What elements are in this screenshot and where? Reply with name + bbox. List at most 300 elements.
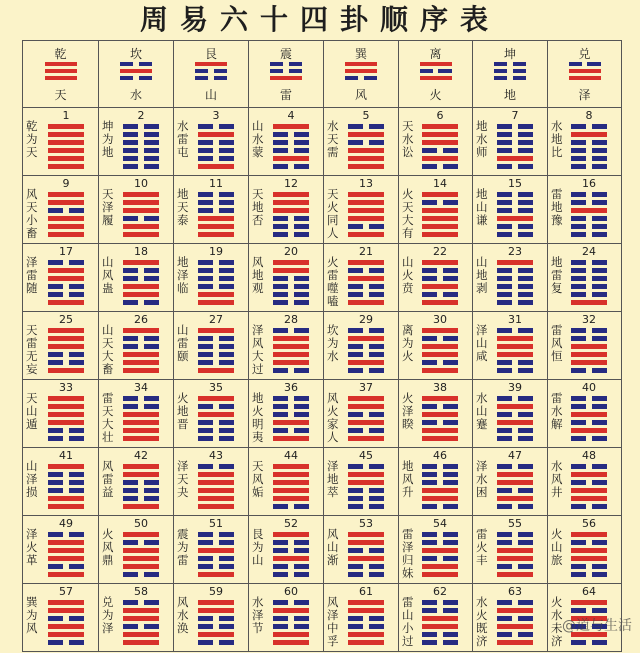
hexagram-symbol — [123, 192, 159, 240]
yang-line — [497, 336, 533, 341]
yang-line — [123, 412, 159, 417]
yang-line — [48, 540, 84, 545]
yang-line — [348, 608, 384, 613]
yang-line — [422, 352, 458, 357]
yin-line — [422, 640, 458, 645]
hexagram-symbol — [571, 124, 607, 172]
yin-line — [497, 412, 533, 417]
yin-line — [48, 616, 84, 621]
yin-line — [48, 532, 84, 537]
yin-line — [48, 640, 84, 645]
hexagram-name: 天山遁 — [26, 391, 38, 431]
yin-line — [494, 69, 526, 73]
yin-line — [571, 164, 607, 169]
yang-line — [422, 132, 458, 137]
yang-line — [348, 600, 384, 605]
yin-line — [422, 540, 458, 545]
yin-line — [198, 200, 234, 205]
hexagram-name: 地火明夷 — [252, 391, 264, 444]
yang-line — [422, 548, 458, 553]
hexagram-cell — [473, 108, 548, 176]
hexagram-name: 坤为地 — [102, 119, 114, 159]
hexagram-number: 16 — [582, 177, 596, 190]
hexagram-name: 火风鼎 — [102, 527, 114, 567]
hexagram-name: 山雷颐 — [177, 323, 189, 363]
hexagram-name: 火山旅 — [551, 527, 563, 567]
yin-line — [571, 564, 607, 569]
hexagram-name: 山天大畜 — [102, 323, 114, 376]
yin-line — [571, 368, 607, 373]
yang-line — [48, 608, 84, 613]
hexagram-cell — [324, 176, 399, 244]
hexagram-number: 8 — [585, 109, 593, 122]
yin-line — [348, 412, 384, 417]
hexagram-number: 1 — [62, 109, 70, 122]
yin-line — [273, 292, 309, 297]
yang-line — [123, 464, 159, 469]
yang-line — [273, 532, 309, 537]
yin-line — [120, 62, 152, 66]
yang-line — [422, 624, 458, 629]
yin-line — [345, 76, 377, 80]
yang-line — [348, 640, 384, 645]
hexagram-name: 风地观 — [252, 255, 264, 295]
yin-line — [48, 284, 84, 289]
yang-line — [422, 344, 458, 349]
hexagram-symbol — [422, 396, 458, 444]
hexagram-number: 44 — [284, 449, 298, 462]
yang-line — [273, 344, 309, 349]
yang-line — [48, 632, 84, 637]
yin-line — [48, 260, 84, 265]
hexagram-number: 29 — [359, 313, 373, 326]
hexagram-symbol — [123, 532, 159, 580]
hexagram-cell — [174, 176, 249, 244]
yang-line — [273, 496, 309, 501]
yang-line — [422, 572, 458, 577]
yang-line — [571, 344, 607, 349]
hexagram-symbol — [422, 192, 458, 240]
trigram-name: 乾 — [54, 47, 67, 61]
hexagram-number: 63 — [508, 585, 522, 598]
hexagram-number: 51 — [209, 517, 223, 530]
hexagram-cell — [99, 108, 174, 176]
page-title: 周易六十四卦顺序表 — [139, 3, 500, 36]
yin-line — [123, 124, 159, 129]
yang-line — [422, 428, 458, 433]
hexagram-cell — [23, 380, 99, 448]
hexagram-cell — [548, 244, 622, 312]
hexagram-symbol — [348, 260, 384, 308]
hexagram-symbol — [497, 328, 533, 376]
hexagram-cell — [249, 516, 324, 584]
yin-line — [497, 192, 533, 197]
yin-line — [273, 600, 309, 605]
hexagram-name: 地水师 — [476, 119, 488, 159]
yin-line — [348, 428, 384, 433]
yin-line — [198, 336, 234, 341]
yin-line — [571, 216, 607, 221]
yang-line — [348, 276, 384, 281]
yin-line — [273, 300, 309, 305]
yin-line — [198, 404, 234, 409]
yin-line — [348, 616, 384, 621]
hexagram-number: 23 — [508, 245, 522, 258]
hexagram-number: 22 — [433, 245, 447, 258]
hexagram-name: 雷火丰 — [476, 527, 488, 567]
yang-line — [48, 404, 84, 409]
yin-line — [422, 148, 458, 153]
yang-line — [273, 352, 309, 357]
yang-line — [48, 232, 84, 237]
yang-line — [497, 472, 533, 477]
hexagram-cell — [23, 584, 99, 652]
yin-line — [571, 608, 607, 613]
hexagram-name: 雷泽归妹 — [402, 527, 414, 580]
trigram-symbol — [45, 62, 77, 83]
yang-line — [123, 292, 159, 297]
hexagram-name: 泽地萃 — [327, 459, 339, 499]
yang-line — [48, 624, 84, 629]
yin-line — [422, 268, 458, 273]
trigram-element: 雷 — [279, 88, 292, 102]
yang-line — [123, 564, 159, 569]
yang-line — [422, 488, 458, 493]
yin-line — [571, 292, 607, 297]
yang-line — [48, 140, 84, 145]
hexagram-number: 35 — [209, 381, 223, 394]
yang-line — [422, 224, 458, 229]
yang-line — [348, 260, 384, 265]
yin-line — [198, 260, 234, 265]
yang-line — [195, 62, 227, 66]
yin-line — [273, 616, 309, 621]
yin-line — [198, 360, 234, 365]
yin-line — [198, 156, 234, 161]
yin-line — [348, 564, 384, 569]
yang-line — [48, 464, 84, 469]
hexagram-cell — [324, 244, 399, 312]
yang-line — [48, 300, 84, 305]
yang-line — [198, 368, 234, 373]
yin-line — [348, 124, 384, 129]
hexagram-number: 54 — [433, 517, 447, 530]
yin-line — [123, 216, 159, 221]
yin-line — [273, 368, 309, 373]
yin-line — [198, 436, 234, 441]
hexagram-number: 38 — [433, 381, 447, 394]
yang-line — [497, 404, 533, 409]
hexagram-symbol — [198, 328, 234, 376]
yin-line — [571, 504, 607, 509]
hexagram-cell — [249, 176, 324, 244]
hexagram-number: 47 — [508, 449, 522, 462]
hexagram-symbol — [198, 260, 234, 308]
hexagram-name: 兑为泽 — [102, 595, 114, 635]
yang-line — [123, 192, 159, 197]
yang-line — [422, 232, 458, 237]
trigram-symbol — [345, 62, 377, 83]
yang-line — [497, 480, 533, 485]
yin-line — [497, 360, 533, 365]
yang-line — [123, 260, 159, 265]
yin-line — [422, 480, 458, 485]
hexagram-name: 天火同人 — [327, 187, 339, 240]
yang-line — [571, 488, 607, 493]
yang-line — [348, 420, 384, 425]
yang-line — [273, 260, 309, 265]
trigram-cell — [548, 41, 622, 108]
hexagram-symbol — [348, 600, 384, 648]
yin-line — [422, 464, 458, 469]
hexagram-number: 46 — [433, 449, 447, 462]
yang-line — [273, 472, 309, 477]
hexagram-cell — [399, 448, 473, 516]
yang-line — [48, 600, 84, 605]
yang-line — [569, 76, 601, 80]
hexagram-number: 15 — [508, 177, 522, 190]
trigram-symbol — [569, 62, 601, 83]
hexagram-cell — [473, 448, 548, 516]
hexagram-cell — [473, 244, 548, 312]
hexagram-symbol — [497, 192, 533, 240]
yang-line — [48, 496, 84, 501]
hexagram-cell — [324, 380, 399, 448]
yang-line — [273, 192, 309, 197]
yin-line — [48, 352, 84, 357]
yang-line — [48, 368, 84, 373]
yin-line — [497, 600, 533, 605]
hexagram-symbol — [48, 532, 84, 580]
hexagram-name: 山地剥 — [476, 255, 488, 295]
hexagram-cell — [399, 584, 473, 652]
hexagram-name: 离为火 — [402, 323, 414, 363]
yin-line — [571, 232, 607, 237]
yang-line — [198, 504, 234, 509]
hexagram-symbol — [273, 464, 309, 512]
yin-line — [571, 148, 607, 153]
yang-line — [497, 260, 533, 265]
yin-line — [497, 464, 533, 469]
yin-line — [571, 436, 607, 441]
yang-line — [198, 412, 234, 417]
yin-line — [48, 360, 84, 365]
hexagram-name: 泽天夬 — [177, 459, 189, 499]
hexagram-cell — [473, 380, 548, 448]
hexagram-symbol — [48, 396, 84, 444]
yin-line — [198, 208, 234, 213]
hexagram-number: 17 — [59, 245, 73, 258]
yin-line — [273, 276, 309, 281]
yin-line — [123, 268, 159, 273]
yin-line — [198, 276, 234, 281]
yang-line — [48, 344, 84, 349]
yin-line — [571, 328, 607, 333]
yin-line — [497, 148, 533, 153]
hexagram-number: 62 — [433, 585, 447, 598]
yin-line — [569, 62, 601, 66]
hexagram-number: 10 — [134, 177, 148, 190]
hexagram-number: 11 — [209, 177, 223, 190]
yang-line — [48, 396, 84, 401]
yin-line — [273, 548, 309, 553]
yin-line — [348, 224, 384, 229]
yang-line — [48, 224, 84, 229]
trigram-element: 水 — [129, 88, 142, 102]
yang-line — [123, 472, 159, 477]
yang-line — [348, 192, 384, 197]
yin-line — [497, 140, 533, 145]
hexagram-number: 13 — [359, 177, 373, 190]
yang-line — [198, 608, 234, 613]
yang-line — [345, 69, 377, 73]
hexagram-cell — [23, 516, 99, 584]
hexagram-name: 山水蒙 — [252, 119, 264, 159]
hexagram-name: 水风井 — [551, 459, 563, 499]
hexagram-symbol — [422, 124, 458, 172]
yang-line — [422, 216, 458, 221]
hexagram-number: 55 — [508, 517, 522, 530]
yin-line — [48, 208, 84, 213]
yang-line — [198, 472, 234, 477]
yin-line — [123, 164, 159, 169]
yin-line — [195, 69, 227, 73]
hexagram-cell — [548, 108, 622, 176]
hexagram-name: 坎为水 — [327, 323, 339, 363]
yin-line — [497, 616, 533, 621]
hexagram-symbol — [571, 192, 607, 240]
yin-line — [273, 164, 309, 169]
yang-line — [48, 124, 84, 129]
yang-line — [571, 548, 607, 553]
yang-line — [48, 156, 84, 161]
yin-line — [198, 464, 234, 469]
hexagram-name: 风水涣 — [177, 595, 189, 635]
yin-line — [48, 436, 84, 441]
yang-line — [571, 600, 607, 605]
hexagram-cell — [324, 516, 399, 584]
yang-line — [45, 76, 77, 80]
yin-line — [497, 224, 533, 229]
yin-line — [198, 616, 234, 621]
yin-line — [497, 200, 533, 205]
hexagram-name: 火雷噬嗑 — [327, 255, 339, 308]
yin-line — [422, 404, 458, 409]
hexagram-name: 巽为风 — [26, 595, 38, 635]
yang-line — [48, 164, 84, 169]
hexagram-name: 水火既济 — [476, 595, 488, 648]
hexagram-name: 风山渐 — [327, 527, 339, 567]
hexagram-symbol — [422, 328, 458, 376]
yin-line — [198, 192, 234, 197]
yang-line — [123, 360, 159, 365]
hexagram-number: 19 — [209, 245, 223, 258]
hexagram-symbol — [273, 192, 309, 240]
yin-line — [198, 284, 234, 289]
yang-line — [571, 556, 607, 561]
hexagram-name: 雷山小过 — [402, 595, 414, 648]
yang-line — [123, 428, 159, 433]
yin-line — [198, 140, 234, 145]
watermark: @道与生活 — [562, 618, 632, 634]
yin-line — [123, 300, 159, 305]
yin-line — [497, 284, 533, 289]
hexagram-symbol — [422, 464, 458, 512]
yin-line — [497, 532, 533, 537]
hexagram-name: 天水讼 — [402, 119, 414, 159]
yang-line — [348, 404, 384, 409]
yang-line — [422, 328, 458, 333]
trigram-symbol — [420, 62, 452, 83]
yang-line — [123, 368, 159, 373]
yang-line — [273, 488, 309, 493]
hexagram-symbol — [123, 260, 159, 308]
hexagram-name: 天泽履 — [102, 187, 114, 227]
hexagram-cell — [249, 312, 324, 380]
yin-line — [497, 428, 533, 433]
hexagram-cell — [23, 244, 99, 312]
yin-line — [497, 292, 533, 297]
yin-line — [348, 572, 384, 577]
hexagram-number: 61 — [359, 585, 373, 598]
hexagram-symbol — [198, 192, 234, 240]
yin-line — [273, 504, 309, 509]
yang-line — [123, 284, 159, 289]
yin-line — [273, 404, 309, 409]
yang-line — [348, 472, 384, 477]
hexagram-name: 泽水困 — [476, 459, 488, 499]
yang-line — [123, 556, 159, 561]
hexagram-name: 泽雷随 — [26, 255, 38, 295]
hexagram-cell — [473, 312, 548, 380]
hexagram-cell — [324, 584, 399, 652]
hexagram-number: 4 — [287, 109, 295, 122]
hexagram-symbol — [348, 532, 384, 580]
yang-line — [422, 260, 458, 265]
hexagram-symbol — [497, 532, 533, 580]
yin-line — [571, 396, 607, 401]
yin-line — [571, 404, 607, 409]
yin-line — [198, 124, 234, 129]
hexagram-number: 39 — [508, 381, 522, 394]
yang-line — [422, 284, 458, 289]
hexagram-cell — [324, 108, 399, 176]
trigram-element: 火 — [429, 88, 442, 102]
yang-line — [497, 624, 533, 629]
hexagram-symbol — [422, 532, 458, 580]
hexagram-name: 地雷复 — [551, 255, 563, 295]
yin-line — [348, 496, 384, 501]
hexagram-name: 天风姤 — [252, 459, 264, 499]
yang-line — [198, 232, 234, 237]
yin-line — [571, 192, 607, 197]
hexagram-name: 地天泰 — [177, 187, 189, 227]
yin-line — [348, 488, 384, 493]
yin-line — [422, 600, 458, 605]
yang-line — [48, 328, 84, 333]
hexagram-symbol — [571, 260, 607, 308]
yang-line — [348, 556, 384, 561]
yin-line — [273, 216, 309, 221]
yang-line — [571, 532, 607, 537]
yang-line — [571, 300, 607, 305]
yang-line — [123, 232, 159, 237]
hexagram-symbol — [348, 192, 384, 240]
yin-line — [348, 624, 384, 629]
yang-line — [198, 216, 234, 221]
hexagram-name: 风泽中孚 — [327, 595, 339, 648]
hexagram-symbol — [123, 124, 159, 172]
